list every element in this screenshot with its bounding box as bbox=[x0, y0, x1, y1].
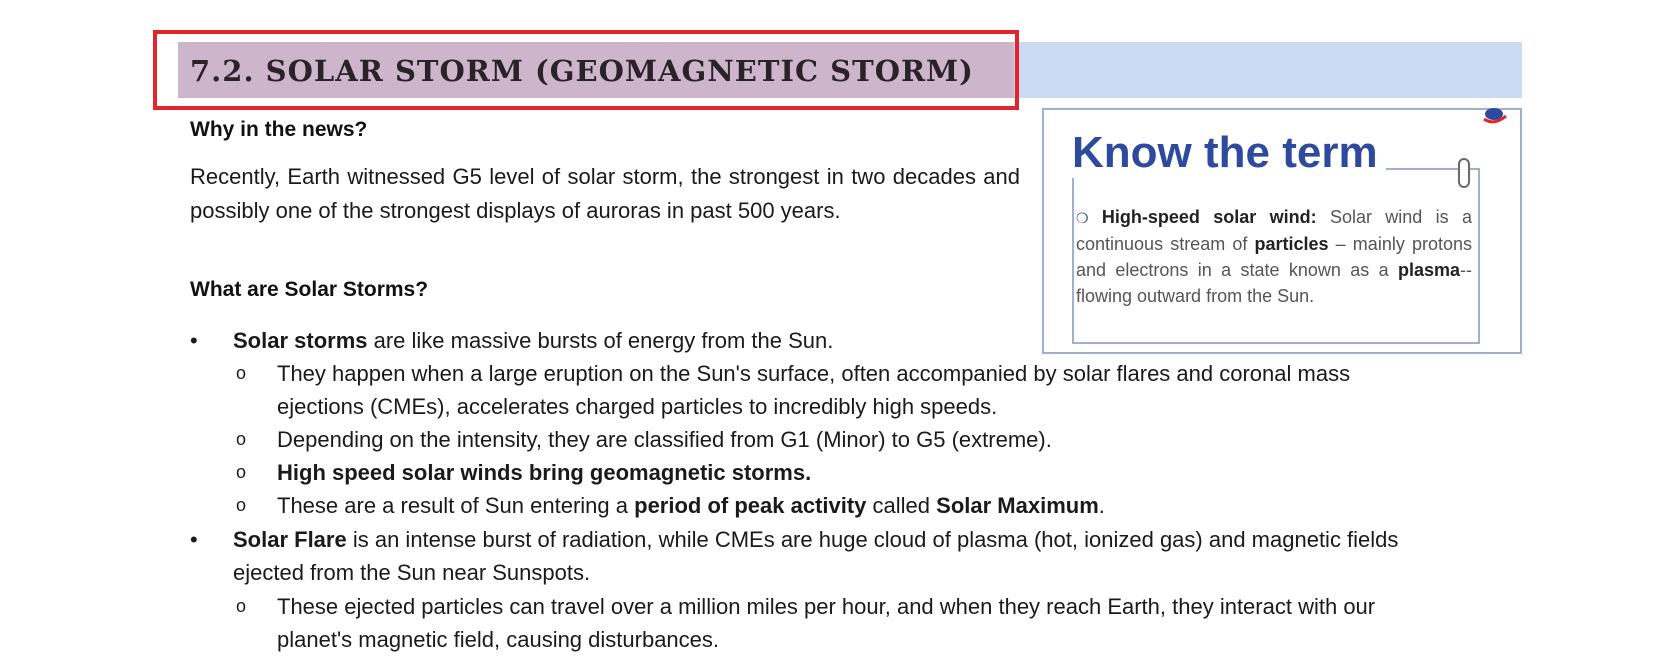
heading-band bbox=[960, 42, 1522, 98]
list-item: They happen when a large eruption on the Sun's surface, often accompanied by solar flares and coronal mass bbox=[277, 361, 1351, 386]
know-term-title: Know the term bbox=[1072, 128, 1386, 178]
list-item: Depending on the intensity, they are classified from G1 (Minor) to G5 (extreme). bbox=[277, 427, 1052, 452]
sub-bullet-marker: o bbox=[236, 596, 247, 616]
list-item-continuation: planet's magnetic field, causing disturbances. bbox=[277, 627, 720, 652]
list-item: High speed solar winds bring geomagnetic storms. bbox=[277, 460, 812, 485]
what-are-solar-storms-label: What are Solar Storms? bbox=[190, 278, 429, 301]
logo-icon bbox=[1482, 104, 1508, 126]
bullet-marker: • bbox=[190, 527, 198, 552]
why-in-news-text: Recently, Earth witnessed G5 level of solar storm, the strongest in two decades and possibly one of the strongest displays of auroras in past 500 years. bbox=[190, 164, 1020, 223]
sub-bullet-marker: o bbox=[236, 462, 247, 482]
sub-bullet-marker: o bbox=[236, 495, 247, 515]
know-term-definition: ❍ High-speed solar wind: Solar wind is a continuous stream of particles – mainly protons and electrons in a state known as a plasma--flowing outward from the Sun. bbox=[1076, 207, 1472, 306]
list-item-continuation: ejections (CMEs), accelerates charged particles to incredibly high speeds. bbox=[277, 394, 998, 419]
kt-bullet-icon: ❍ bbox=[1076, 210, 1089, 226]
list-item: Solar Flare is an intense burst of radiation, while CMEs are huge cloud of plasma (hot, ionized gas) and magnetic fields bbox=[233, 527, 1399, 552]
list-item-continuation: ejected from the Sun near Sunspots. bbox=[233, 560, 591, 585]
sub-bullet-marker: o bbox=[236, 429, 247, 449]
list-item: Solar storms are like massive bursts of energy from the Sun. bbox=[233, 328, 834, 353]
bullet-marker: • bbox=[190, 328, 198, 353]
section-title: 7.2. SOLAR STORM (GEOMAGNETIC STORM) bbox=[190, 54, 974, 88]
paperclip-icon bbox=[1458, 158, 1470, 188]
list-item: These ejected particles can travel over a million miles per hour, and when they reach Earth, they interact with our bbox=[277, 594, 1376, 619]
kt-term: High-speed solar wind: bbox=[1101, 207, 1317, 227]
sub-bullet-marker: o bbox=[236, 363, 247, 383]
why-in-news-label: Why in the news? bbox=[190, 118, 368, 141]
list-item: These are a result of Sun entering a period of peak activity called Solar Maximum. bbox=[277, 493, 1105, 518]
